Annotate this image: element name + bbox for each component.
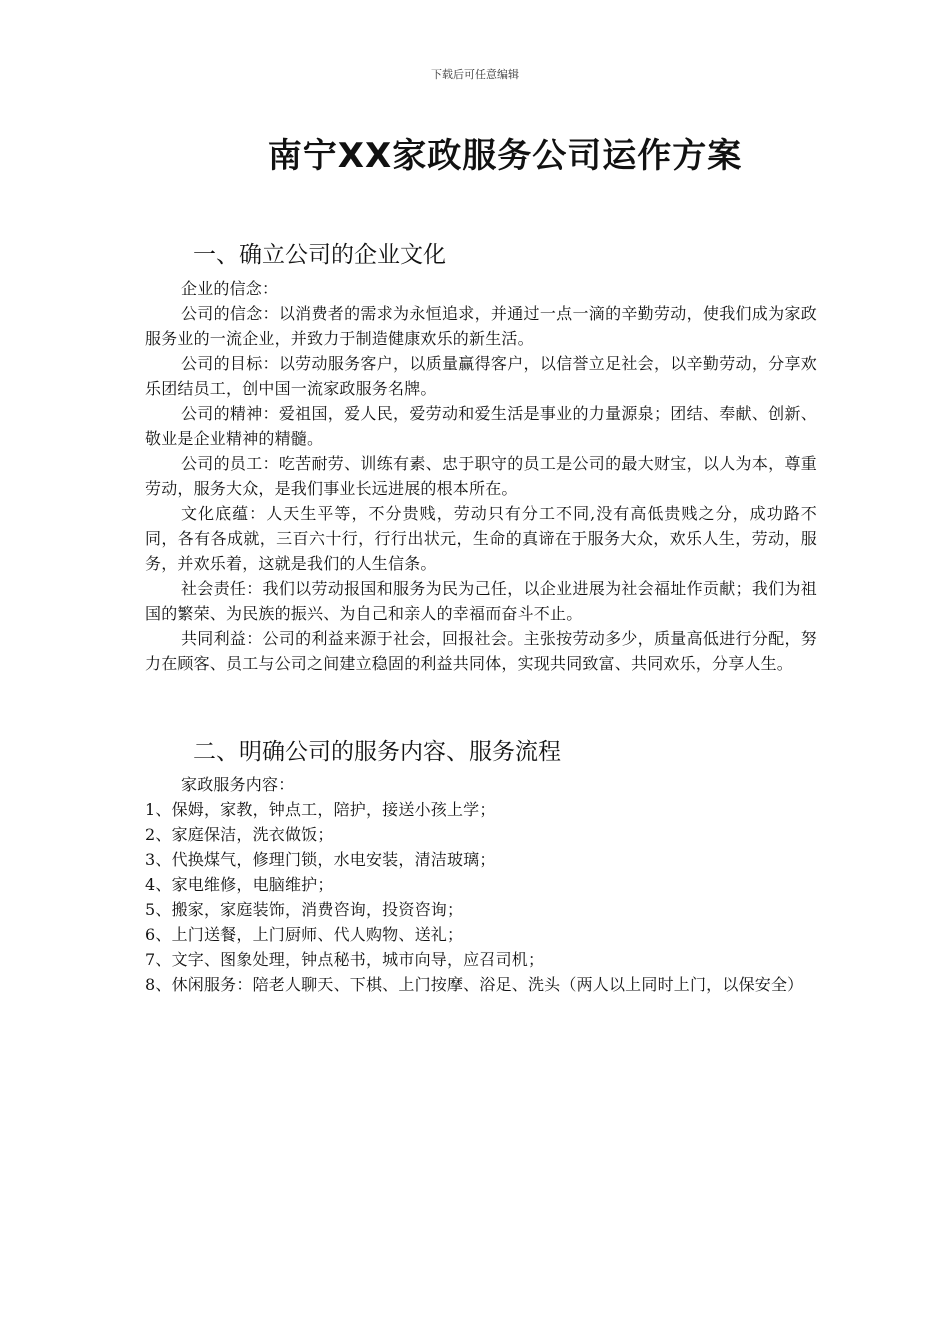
list-item: 5、搬家，家庭装饰，消费咨询，投资咨询； xyxy=(145,900,464,919)
list-item: 3、代换煤气，修理门锁，水电安装，清洁玻璃； xyxy=(145,850,496,869)
list-item: 2、家庭保洁，洗衣做饭； xyxy=(145,825,334,844)
list-item: 4、家电维修，电脑维护； xyxy=(145,875,334,894)
paragraph: 公司的信念：以消费者的需求为永恒追求，并通过一点一滴的辛勤劳动，使我们成为家政服务业的一流企业，并致力于制造健康欢乐的新生活。 xyxy=(145,304,817,348)
section-body-services xyxy=(145,772,817,997)
document-title: 南宁XX家政服务公司运作方案 xyxy=(267,136,743,176)
header-note: 下载后可任意编辑 xyxy=(431,68,519,81)
list-item: 6、上门送餐，上门厨师、代人购物、送礼； xyxy=(145,925,464,944)
section-heading-services: 二、明确公司的服务内容、服务流程 xyxy=(193,739,561,765)
list-item: 8、休闲服务：陪老人聊天、下棋、上门按摩、浴足、洗头（两人以上同时上门，以保安全） xyxy=(145,975,804,994)
list-item: 1、保姆，家教，钟点工，陪护，接送小孩上学； xyxy=(145,800,496,819)
paragraph: 公司的员工：吃苦耐劳、训练有素、忠于职守的员工是公司的最大财宝，以人为本，尊重劳动，服务大众，是我们事业长远进展的根本所在。 xyxy=(145,454,817,498)
paragraph: 共同利益：公司的利益来源于社会，回报社会。主张按劳动多少，质量高低进行分配，努力在顾客、员工与公司之间建立稳固的利益共同体，实现共同致富、共同欢乐，分享人生。 xyxy=(145,629,817,673)
section-body-culture xyxy=(145,276,817,676)
list-item: 7、文字、图象处理，钟点秘书，城市向导，应召司机； xyxy=(145,950,545,969)
paragraph: 社会责任：我们以劳动报国和服务为民为己任，以企业进展为社会福址作贡献；我们为祖国的繁荣、为民族的振兴、为自己和亲人的幸福而奋斗不止。 xyxy=(145,579,817,623)
paragraph: 企业的信念： xyxy=(181,279,279,298)
services-intro: 家政服务内容： xyxy=(181,775,295,794)
section-heading-culture: 一、确立公司的企业文化 xyxy=(193,242,446,268)
paragraph: 公司的精神：爱祖国，爱人民，爱劳动和爱生活是事业的力量源泉；团结、奉献、创新、敬业是企业精神的精髓。 xyxy=(145,404,817,448)
paragraph: 公司的目标：以劳动服务客户，以质量赢得客户，以信誉立足社会，以辛勤劳动，分享欢乐团结员工，创中国一流家政服务名牌。 xyxy=(145,354,817,398)
paragraph: 文化底蕴：人天生平等，不分贵贱，劳动只有分工不同,没有高低贵贱之分，成功路不同，各有各成就，三百六十行，行行出状元，生命的真谛在于服务大众，欢乐人生，劳动，服务，并欢乐着，这就是我们的人生信条。 xyxy=(145,504,817,573)
